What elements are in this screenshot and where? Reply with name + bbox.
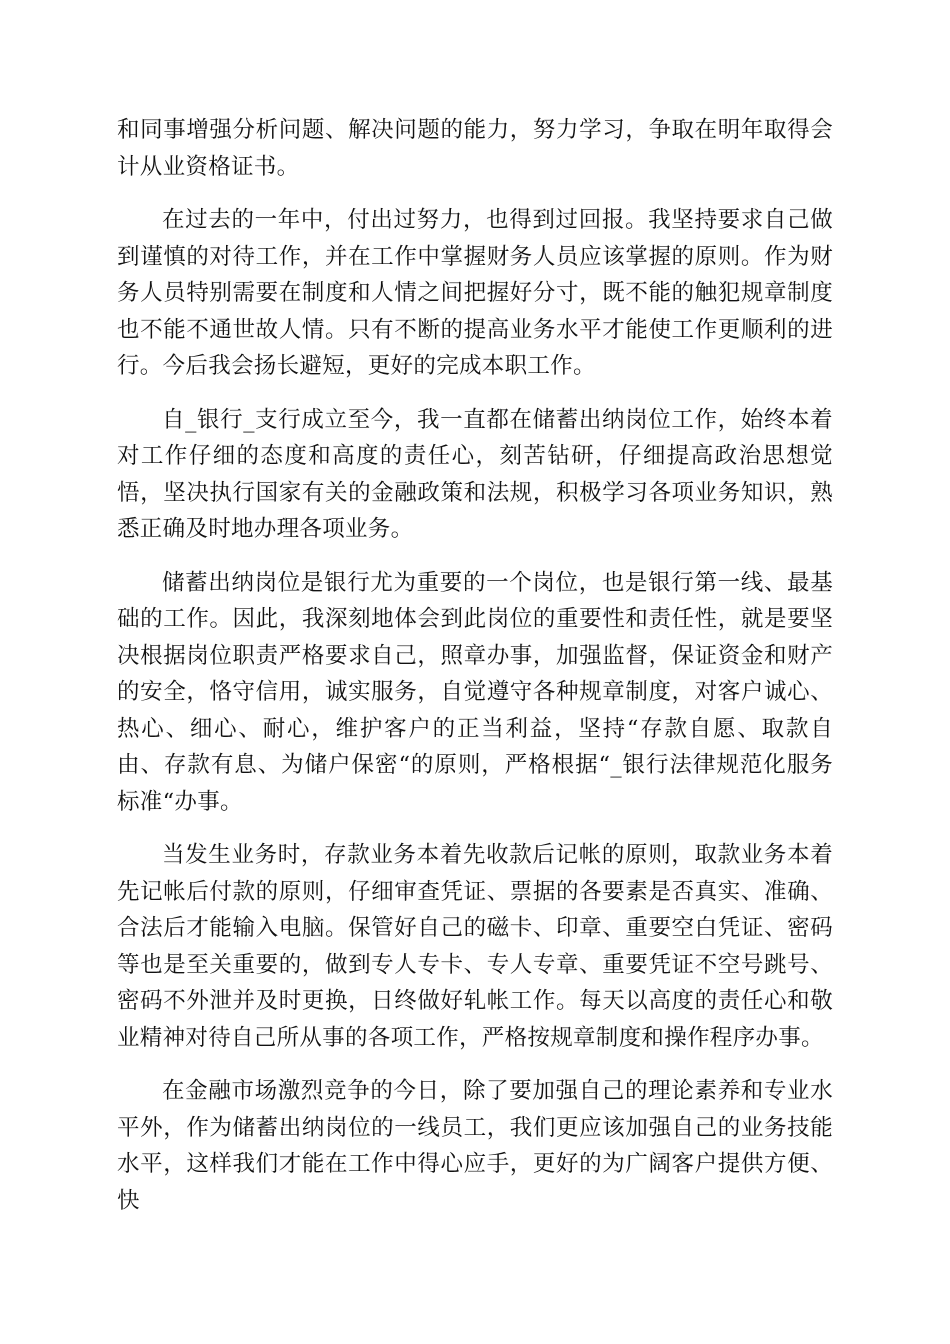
paragraph-2: 在过去的一年中，付出过努力，也得到过回报。我坚持要求自己做到谨慎的对待工作，并在工作中掌握财务人员应该掌握的原则。作为财务人员特别需要在制度和人情之间把握好分寸，既不能的触犯规章制度也不能不通世故人情。只有不断的提高业务水平才能使工作更顺利的进行。今后我会扬长避短，更好的完成本职工作。 (117, 207, 833, 379)
paragraph-5: 当发生业务时，存款业务本着先收款后记帐的原则，取款业务本着先记帐后付款的原则，仔细审查凭证、票据的各要素是否真实、准确、合法后才能输入电脑。保管好自己的磁卡、印章、重要空白凭证、密码等也是至关重要的，做到专人专卡、专人专章、重要凭证不空号跳号、密码不外泄并及时更换，日终做好轧帐工作。每天以高度的责任心和敬业精神对待自己所从事的各项工作，严格按规章制度和操作程序办事。 (117, 842, 833, 1051)
paragraph-4: 储蓄出纳岗位是银行尤为重要的一个岗位，也是银行第一线、最基础的工作。因此，我深刻地体会到此岗位的重要性和责任性，就是要坚决根据岗位职责严格要求自己，照章办事，加强监督，保证资金和财产的安全，恪守信用，诚实服务，自觉遵守各种规章制度，对客户诚心、热心、细心、耐心，维护客户的正当利益，坚持“存款自愿、取款自由、存款有息、为储户保密“的原则，严格根据“_银行法律规范化服务标准“办事。 (117, 569, 833, 815)
document-body (117, 112, 833, 1236)
paragraph-1: 和同事增强分析问题、解决问题的能力，努力学习，争取在明年取得会计从业资格证书。 (117, 117, 833, 180)
paragraph-3: 自_银行_支行成立至今，我一直都在储蓄出纳岗位工作，始终本着对工作仔细的态度和高度的责任心，刻苦钻研，仔细提高政治思想觉悟，坚决执行国家有关的金融政策和法规，积极学习各项业务知识，熟悉正确及时地办理各项业务。 (117, 406, 833, 542)
paragraph-6: 在金融市场激烈竞争的今日，除了要加强自己的理论素养和专业水平外，作为储蓄出纳岗位的一线员工，我们更应该加强自己的业务技能水平，这样我们才能在工作中得心应手，更好的为广阔客户提供方便、快 (117, 1078, 833, 1214)
